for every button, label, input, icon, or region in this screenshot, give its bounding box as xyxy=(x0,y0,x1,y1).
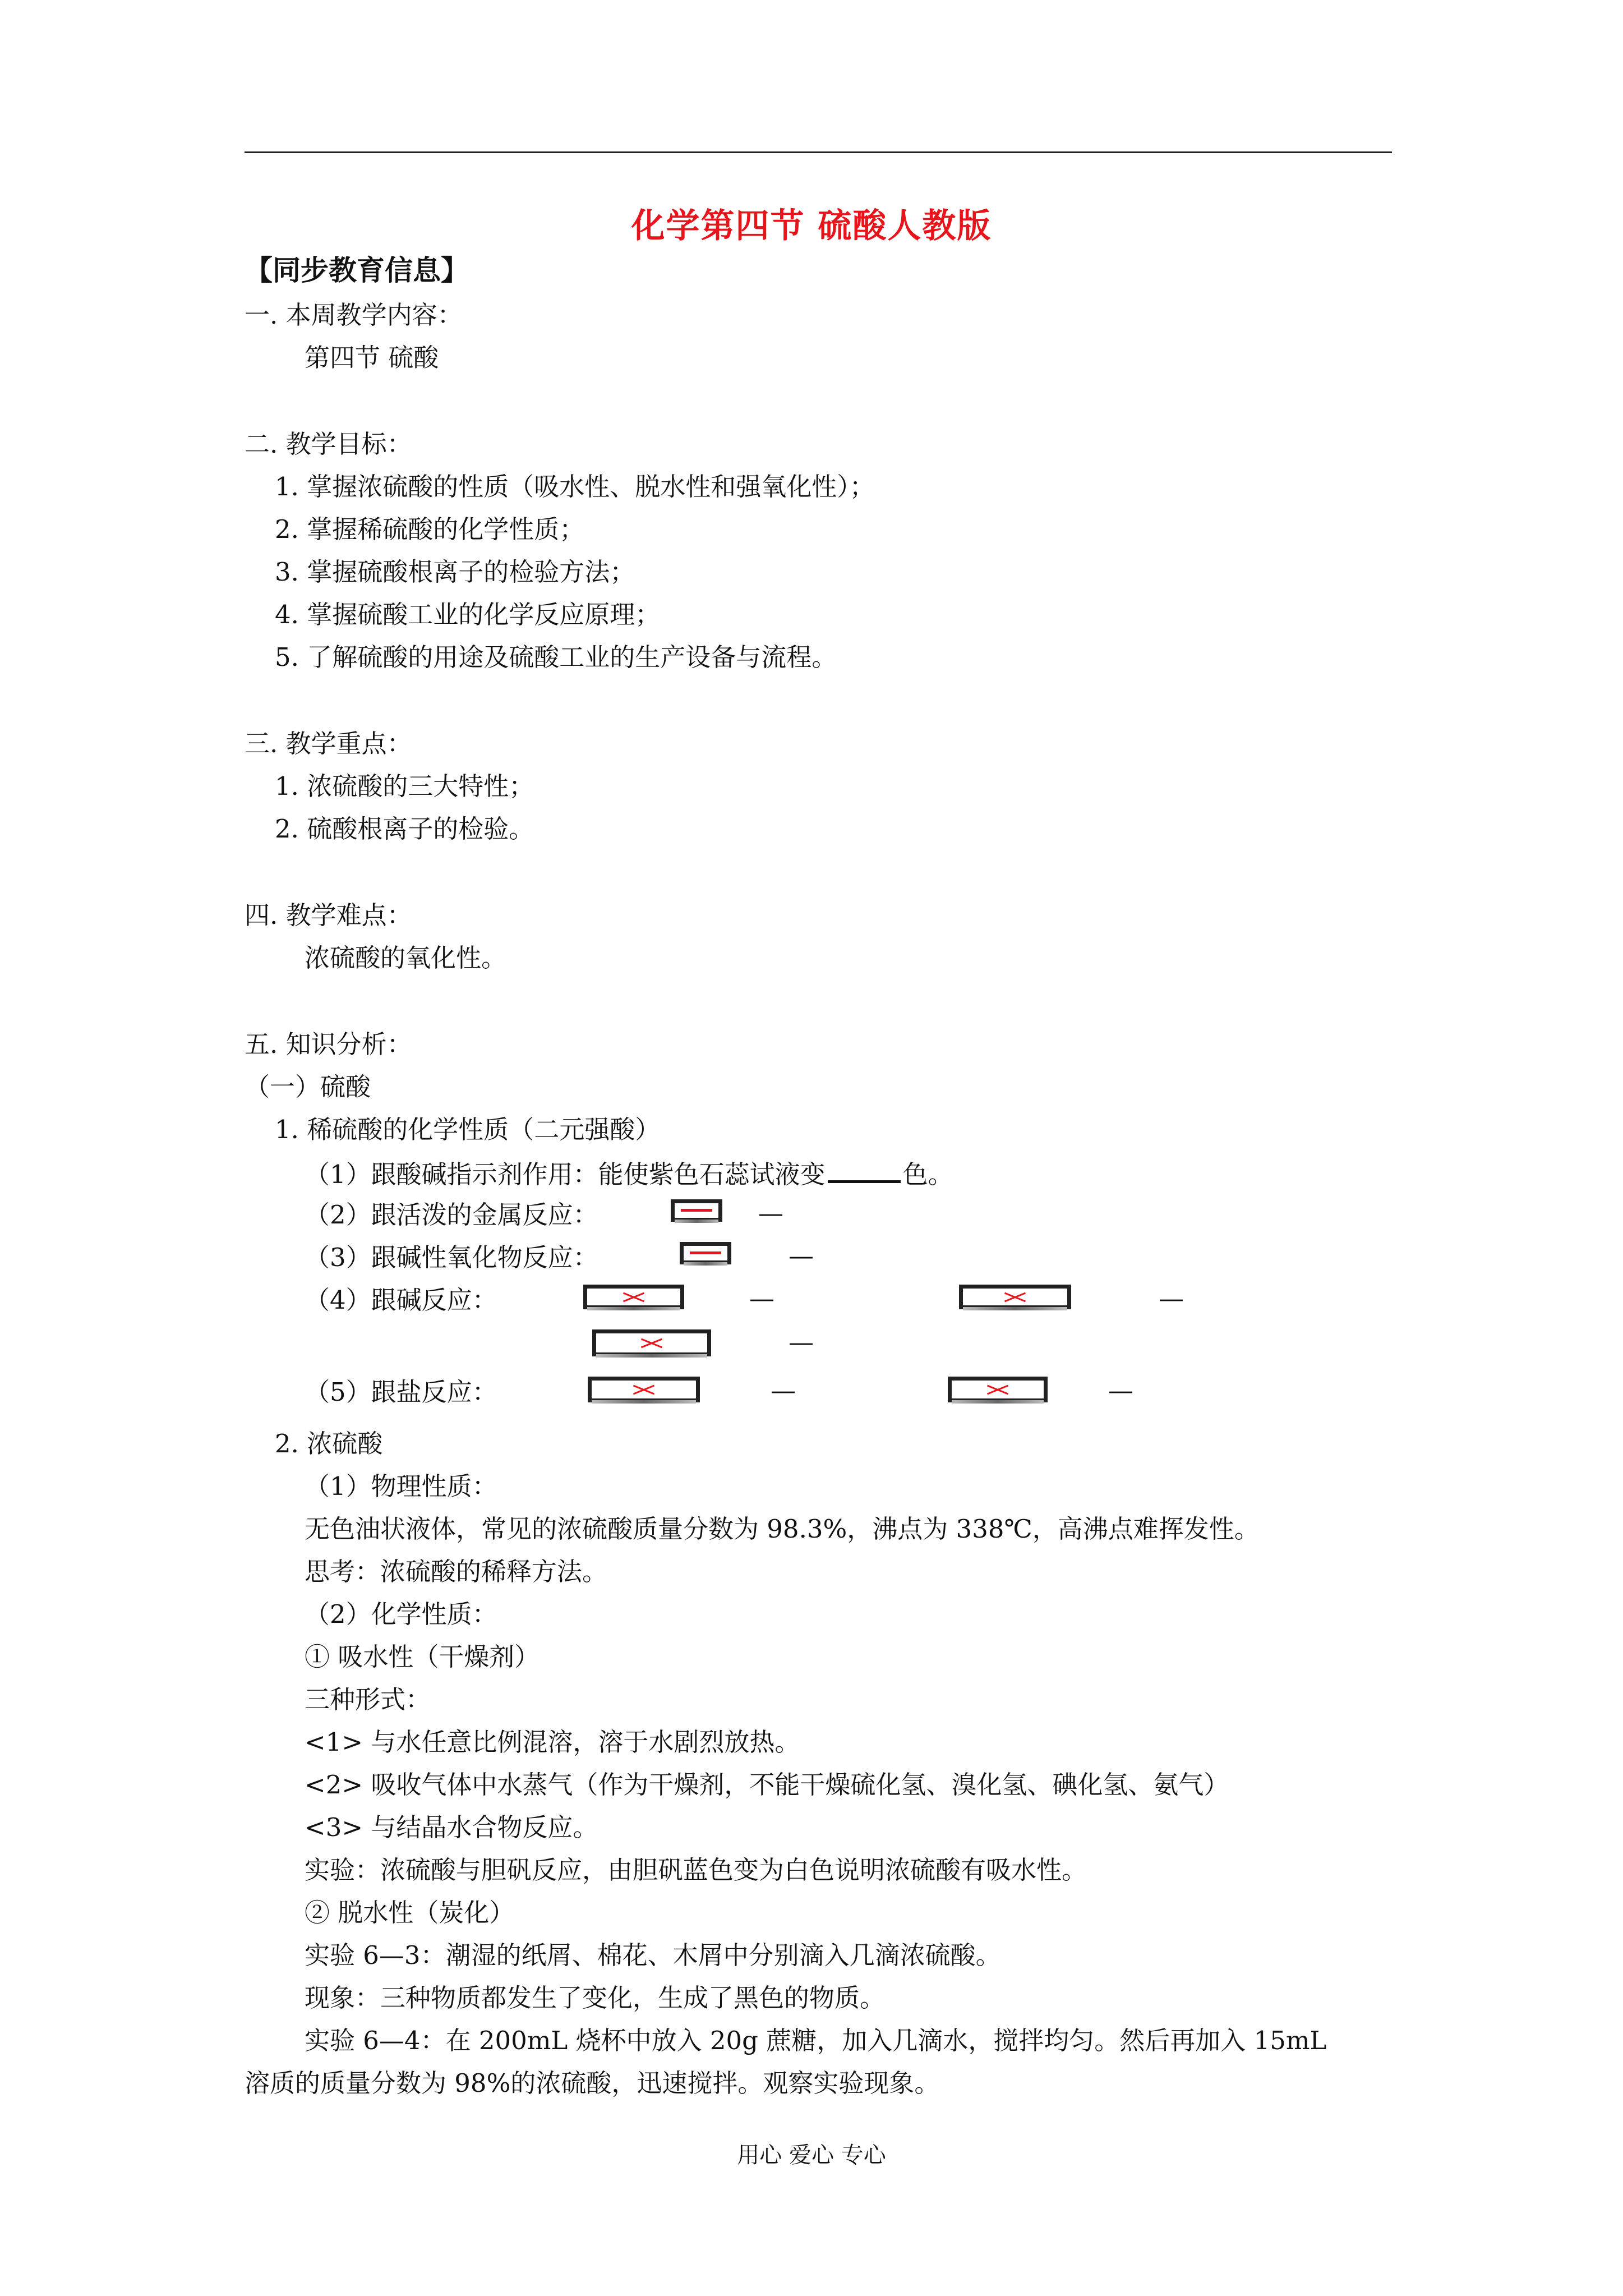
reaction-3: （3）跟碱性氧化物反应： xyxy=(305,1243,598,1272)
broken-image-icon xyxy=(588,1377,700,1402)
broken-image-icon xyxy=(583,1285,684,1309)
section-header: 【同步教育信息】 xyxy=(245,254,469,287)
broken-image-mark xyxy=(633,1384,655,1395)
phys-heading: （1）物理性质： xyxy=(305,1471,497,1501)
s2-heading: 二. 教学目标： xyxy=(245,429,412,459)
broken-image-mark xyxy=(640,1338,663,1348)
form-item: <2> 吸收气体中水蒸气（作为干燥剂，不能干燥硫化氢、溴化氢、碘化氢、氨气） xyxy=(305,1770,1229,1800)
equation-dash: — xyxy=(1159,1283,1184,1313)
s3-heading: 三. 教学重点： xyxy=(245,729,412,758)
broken-image-icon xyxy=(671,1199,722,1222)
s2-item: 5. 了解硫酸的用途及硫酸工业的生产设备与流程。 xyxy=(275,642,837,672)
form-item: <1> 与水任意比例混溶，溶于水剧烈放热。 xyxy=(305,1727,800,1757)
s4-content: 浓硫酸的氧化性。 xyxy=(305,943,507,973)
dehydration-heading: ② 脱水性（炭化） xyxy=(305,1898,515,1927)
experiment-6-4-cont: 溶质的质量分数为 98%的浓硫酸，迅速搅拌。观察实验现象。 xyxy=(245,2068,940,2098)
think-text: 思考：浓硫酸的稀释方法。 xyxy=(305,1557,608,1586)
s3-item: 2. 硫酸根离子的检验。 xyxy=(275,814,534,844)
phenomenon-text: 现象：三种物质都发生了变化，生成了黑色的物质。 xyxy=(305,1983,886,2013)
reaction-1 xyxy=(305,1156,953,1191)
form-item: <3> 与结晶水合物反应。 xyxy=(305,1812,598,1842)
s1-content: 第四节 硫酸 xyxy=(305,343,439,372)
experiment-text: 实验：浓硫酸与胆矾反应，由胆矾蓝色变为白色说明浓硫酸有吸水性。 xyxy=(305,1855,1087,1885)
s4-heading: 四. 教学难点： xyxy=(245,900,412,930)
absorb-heading: ① 吸水性（干燥剂） xyxy=(305,1642,540,1672)
chem-heading: （2）化学性质： xyxy=(305,1599,497,1629)
broken-image-mark xyxy=(681,1209,712,1212)
s2-item: 2. 掌握稀硫酸的化学性质； xyxy=(275,514,585,544)
broken-image-icon xyxy=(959,1285,1071,1309)
fill-blank xyxy=(828,1156,901,1183)
s5-heading: 五. 知识分析： xyxy=(245,1029,412,1059)
broken-image-mark xyxy=(690,1251,721,1254)
broken-image-mark xyxy=(1004,1292,1026,1302)
broken-image-icon xyxy=(680,1242,731,1264)
s3-item: 1. 浓硫酸的三大特性； xyxy=(275,771,534,801)
broken-image-mark xyxy=(623,1292,645,1302)
broken-image-icon xyxy=(948,1377,1048,1402)
reaction-2: （2）跟活泼的金属反应： xyxy=(305,1200,598,1230)
reaction-1-text: （1）跟酸碱指示剂作用：能使紫色石蕊试液变 xyxy=(305,1159,826,1189)
s5-sub1: （一）硫酸 xyxy=(245,1072,371,1102)
document-title: 化学第四节 硫酸人教版 xyxy=(631,206,992,246)
equation-dash: — xyxy=(758,1198,783,1228)
s2-item: 1. 掌握浓硫酸的性质（吸水性、脱水性和强氧化性）； xyxy=(275,472,875,501)
forms-heading: 三种形式： xyxy=(305,1685,431,1714)
s2-item: 3. 掌握硫酸根离子的检验方法； xyxy=(275,557,635,587)
reaction-5: （5）跟盐反应： xyxy=(305,1377,497,1407)
experiment-6-4: 实验 6—4：在 200mL 烧杯中放入 20g 蔗糖，加入几滴水，搅拌均匀。然后再加入 15mL xyxy=(305,2026,1327,2055)
equation-dash: — xyxy=(789,1241,814,1271)
equation-dash: — xyxy=(1108,1375,1133,1405)
s1-heading: 一. 本周教学内容： xyxy=(245,300,463,330)
equation-dash: — xyxy=(771,1375,796,1405)
header-rule xyxy=(245,151,1392,153)
reaction-4: （4）跟碱反应： xyxy=(305,1285,497,1315)
equation-dash: — xyxy=(789,1327,814,1357)
experiment-6-3: 实验 6—3：潮湿的纸屑、棉花、木屑中分别滴入几滴浓硫酸。 xyxy=(305,1940,1001,1970)
equation-dash: — xyxy=(749,1283,774,1313)
s5-p1: 1. 稀硫酸的化学性质（二元强酸） xyxy=(275,1115,661,1144)
s5-p2: 2. 浓硫酸 xyxy=(275,1429,383,1458)
broken-image-mark xyxy=(986,1384,1009,1395)
s2-item: 4. 掌握硫酸工业的化学反应原理； xyxy=(275,600,661,629)
broken-image-icon xyxy=(592,1329,711,1356)
reaction-1-tail: 色。 xyxy=(902,1159,953,1189)
phys-text: 无色油状液体，常见的浓硫酸质量分数为 98.3%，沸点为 338℃，高沸点难挥发性。 xyxy=(305,1514,1260,1544)
page-footer: 用心 爱心 专心 xyxy=(737,2142,886,2168)
